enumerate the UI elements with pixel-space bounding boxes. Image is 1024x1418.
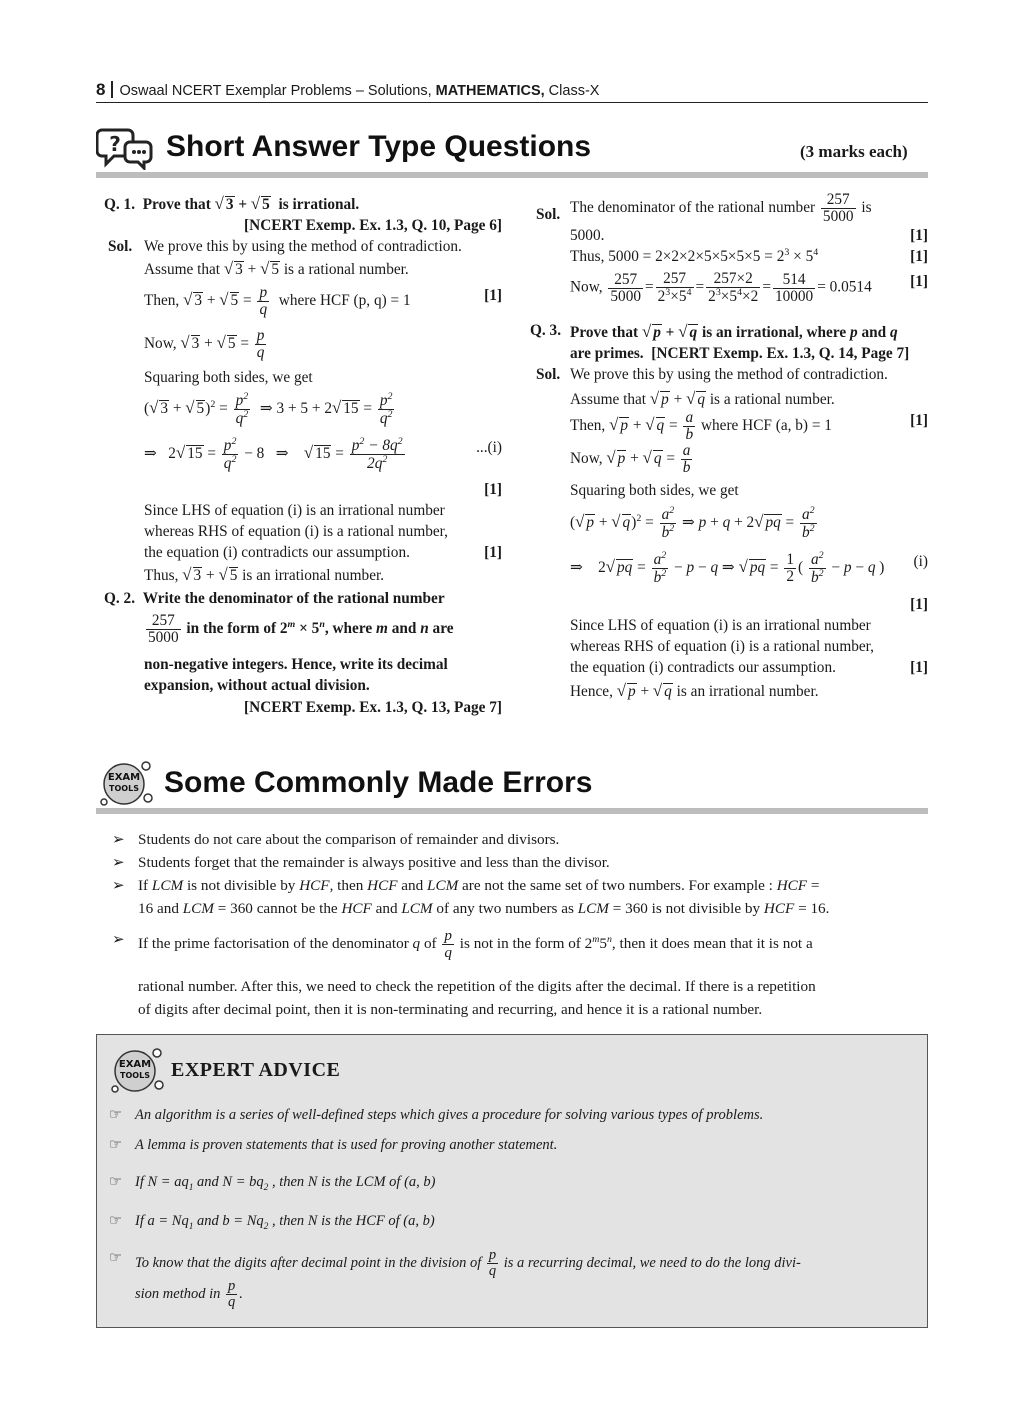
q3-label: Q. 3.: [530, 321, 562, 339]
e3-k: = 16.: [798, 900, 830, 918]
arrow-bullet-icon: ➢: [112, 877, 125, 895]
q1-then-line: Then, √ 3 + √ 5 = $\frac{p}{q}$ where HCF (p, q) = 1 [1]: [144, 283, 502, 318]
svg-text:EXAM: EXAM: [107, 772, 141, 783]
q1-sol-label: Sol.: [108, 238, 133, 256]
q1-rational: is a rational number.: [283, 261, 409, 279]
pointing-hand-icon: ☞: [109, 1173, 122, 1190]
q2-sol-line2: [570, 225, 928, 246]
a4-if: If: [135, 1212, 144, 1229]
q3-eq-i: ⇒ 2√ pq = $\frac{a^2}{b^2}$ − p − q ⇒ √ pq = $\frac{1}{2}$ ( $\frac{a^2}{b^2}$ − p − q ) (i): [570, 549, 928, 587]
advice-text: An algorithm is a series of well-defined steps which gives a procedure for solving various types of problems.: [135, 1107, 764, 1123]
error-item: ➢ If LCM is not divisible by HCF, then HCF and LCM are not the same set of two numbers. For example : HCF = 16 and LCM = 360 cannot be the HCF and LCM of any two numbers as LCM = 360 is not divisible by HCF = 16.: [96, 874, 928, 920]
expert-logo: [107, 1045, 167, 1100]
error-item-cont: [96, 975, 928, 1021]
a3-if: If: [135, 1173, 144, 1190]
q3-assume-line: Assume that √ p + √ q is a rational number.: [570, 389, 835, 409]
q3-then-line: Then, √ p + √ q = $\frac{a}{b}$ where HCF (a, b) = 1 [1]: [570, 409, 928, 444]
pointing-hand-icon: ☞: [109, 1249, 122, 1266]
q1-solution: [104, 236, 502, 586]
a4-then: , then N is the HCF of (a, b): [271, 1212, 435, 1229]
q3-squaring: Squaring both sides, we get: [570, 482, 739, 500]
expert-advice-box: [96, 1034, 928, 1328]
error-text: Students do not care about the comparison of remainder and divisors.: [138, 831, 560, 848]
q3-hence: Hence,: [570, 682, 613, 700]
exam-tools-logo: [96, 758, 156, 813]
q1-eq-label: ...(i): [476, 439, 502, 457]
q3-prove: Prove that: [570, 323, 639, 341]
marks-note: (3 marks each): [800, 142, 908, 161]
e4-e: rational number. After this, we need to check the repetition of the digits after the decimal. If there is a repetition: [138, 978, 816, 996]
e4-d: , then it does mean that it is not a: [611, 935, 813, 953]
e3-g: = 360 cannot be the: [217, 900, 338, 918]
class-name: Class-X: [544, 83, 600, 99]
q1-eq-square: (√ 3 + √ 5)$^2$ = $\frac{p^2}{q^2}$ ⇒ 3 + 5 + 2√ 15 = $\frac{p^2}{q^2}$: [144, 390, 393, 428]
q1-sol-line1: We prove this by using the method of contradiction.: [144, 238, 462, 256]
errors-title: Some Commonly Made Errors: [164, 766, 593, 799]
q3-since3: the equation (i) contradicts our assumption.: [570, 659, 836, 677]
error-item: ➢ If the prime factorisation of the denominator q of $\frac{p}{q}$ is not in the form of 2$^m$5$^n$, then it does mean that it is not a: [112, 927, 813, 962]
q1-mark2: [1]: [484, 480, 502, 498]
q3-mark3: [1]: [910, 659, 928, 677]
q1-mark3: [1]: [484, 543, 502, 561]
pointing-hand-icon: ☞: [109, 1212, 122, 1229]
q2-reference: [NCERT Exemp. Ex. 1.3, Q. 13, Page 7]: [244, 698, 502, 716]
advice-item: ☞ To know that the digits after decimal point in the division of $\frac{p}{q}$ is a recurring decimal, we need to do the long divi- sion method in $\frac{p}{q}$ .: [109, 1246, 801, 1311]
errors-rule: [96, 808, 928, 814]
q3-now-line: Now, √ p + √ q = $\frac{a}{b}$: [570, 442, 691, 477]
q2-result: = 0.0514: [817, 279, 872, 297]
e3-f: 16 and: [138, 900, 179, 918]
q3-solution: [530, 364, 928, 702]
q2-thus: Thus,: [570, 248, 605, 266]
q2-where: , where: [324, 620, 373, 638]
q3-since3-row: [570, 657, 928, 678]
q3-mark1: [1]: [910, 412, 928, 430]
q1-thus: Thus,: [144, 566, 179, 584]
q2-times: × 5: [299, 620, 320, 638]
q1-thus-line: Thus, √ 3 + √ 5 is an irrational number.: [144, 564, 385, 584]
q1-now-line: Now, √ 3 + √ 5 = $\frac{p}{q}$: [144, 326, 265, 361]
arrow-bullet-icon: ➢: [112, 831, 125, 848]
e4-f: of digits after decimal point, then it is non-terminating and recurring, and hence it is a rational number.: [138, 1001, 763, 1019]
a5-b: is a recurring decimal, we need to do the long divi-: [503, 1254, 801, 1271]
q2-sol-line1: The denominator of the rational number: [570, 199, 816, 217]
subject: MATHEMATICS,: [435, 83, 545, 99]
e3-d: and: [401, 877, 424, 895]
q2-line2: in the form of 2: [186, 620, 288, 638]
q1-sol-line2: Assume that √ 3 + √ 5 is a rational number.: [144, 259, 409, 279]
advice-item: [97, 1135, 917, 1155]
q1-then: Then,: [144, 291, 180, 309]
q3-sol-label: Sol.: [536, 365, 561, 383]
q3-eq-square: (√ p + √ q)$^2$ = $\frac{a^2}{b^2}$ ⇒ p + q + 2√ pq = $\frac{a^2}{b^2}$: [570, 504, 815, 541]
q2-now-line: Now, $\frac{257}{5000}$ = $\frac{257}{2^3\times 5^4}$ = $\frac{257\times 2}{2^3\times 5^4\times 2}$ = $\frac{514}{10000}$ = 0.0514 [1]: [570, 270, 928, 306]
q1-since2: whereas RHS of equation (i) is a rational number,: [144, 522, 448, 540]
q1-where: where HCF (p, q) = 1: [278, 291, 411, 309]
left-column: [104, 192, 502, 718]
q1-reference: [NCERT Exemp. Ex. 1.3, Q. 10, Page 6]: [244, 217, 502, 235]
q3-line1b: is an irrational, where: [701, 323, 847, 341]
e3-h: and: [375, 900, 398, 918]
svg-text:?: ?: [109, 132, 121, 156]
q3-rational: is a rational number.: [709, 391, 835, 409]
advice-text: A lemma is proven statements that is used for proving another statement.: [135, 1137, 558, 1154]
q2-are: are: [432, 620, 454, 638]
q2-mark3: [1]: [910, 273, 928, 291]
arrow-bullet-icon: ➢: [112, 931, 125, 949]
q3-now: Now,: [570, 450, 603, 468]
svg-text:EXAM: EXAM: [118, 1059, 152, 1070]
error-item: [96, 828, 928, 851]
error-item: [96, 851, 928, 874]
q1-prove: Prove that: [142, 196, 211, 213]
e3-b: is not divisible by: [186, 877, 296, 895]
q3-then: Then,: [570, 417, 606, 435]
e3-e: are not the same set of two numbers. For example :: [462, 877, 773, 895]
q2-line4: expansion, without actual division.: [144, 677, 370, 695]
a4-and: and: [197, 1212, 219, 1229]
q3-line2: are primes.: [570, 344, 644, 362]
q2-mark1: [1]: [910, 227, 928, 245]
q3-question: Q. 3. Prove that √ p + √ q is an irrational, where p and q are primes. [NCERT Exemp. Ex. 1.3, Q. 14, Page 7]: [530, 321, 910, 362]
q2-now: Now,: [570, 279, 603, 297]
q1-since3: the equation (i) contradicts our assumption.: [144, 543, 410, 561]
advice-item: ☞ If $N = aq_1$ and $N = bq_2$ , then N is the LCM of (a, b): [109, 1173, 436, 1193]
q2-5000: 5000.: [570, 227, 605, 245]
q3-where: where HCF (a, b) = 1: [700, 417, 832, 435]
advice-item: ☞ If $a = Nq_1$ and $b = Nq_2$ , then N is the HCF of (a, b): [109, 1212, 435, 1232]
e3-c: , then: [329, 877, 364, 895]
advice-item: [97, 1105, 917, 1125]
e4-a: If the prime factorisation of the denominator: [138, 935, 409, 953]
q1-squaring: Squaring both sides, we get: [144, 368, 313, 386]
q1-mark1: [1]: [484, 286, 502, 304]
e3-a: If: [138, 877, 149, 895]
question-bubble-icon: [96, 126, 154, 175]
q3-hence-b: is an irrational number.: [676, 682, 819, 700]
q2-thus-line: Thus, $5000 = 2\times 2\times 2\times 5\times 5\times 5\times 5 = 2^3 \times 5^4$ [1]: [570, 246, 928, 267]
pointing-hand-icon: ☞: [109, 1107, 122, 1123]
q3-eq-label: (i): [913, 552, 928, 570]
q3-since1: Since LHS of equation (i) is an irrational number: [570, 617, 871, 635]
q1-question: Q. 1. Prove that √ 3 + √ 5 is irrational.: [104, 194, 360, 213]
a5-a: To know that the digits after decimal point in the division of: [135, 1254, 482, 1271]
q1-assume: Assume that: [144, 261, 221, 279]
q2-mark2: [1]: [910, 248, 928, 266]
running-header: [96, 80, 928, 103]
section-title: Short Answer Type Questions: [166, 130, 592, 163]
e3-i: of any two numbers as: [436, 900, 574, 918]
section-rule: [96, 172, 928, 178]
page-number: 8: [96, 80, 106, 99]
pointing-hand-icon: ☞: [109, 1137, 122, 1154]
q2-solution: Sol. The denominator of the rational number $\frac{257}{5000}$ is 5000. [1] Thus, $5000 = 2\times 2\times 2\times 5\times 5\times 5\times 5 = 2^3 \times 5^4$ [1] Now, $\frac{257}{5000}$ = $\frac{257}{2^3\times 5^4}$ = $\frac{257\times 2}{2^3\times 5^4\times 2}$ = $\frac{514}{10000}$ = 0.0514 [1]: [536, 191, 928, 306]
q1-label: Q. 1.: [104, 196, 136, 213]
q3-mark2: [1]: [910, 596, 928, 614]
q3-hence-line: Hence, √ p + √ q is an irrational number.: [570, 680, 819, 700]
errors-list: [96, 828, 928, 1021]
svg-text:TOOLS: TOOLS: [109, 784, 139, 793]
q1-now: Now,: [144, 334, 177, 352]
q2-label: Q. 2.: [104, 590, 136, 608]
q2-and: and: [391, 620, 417, 638]
q3-assume: Assume that: [570, 391, 647, 409]
q2-is: is: [861, 199, 872, 217]
book-title: Oswaal NCERT Exemplar Problems – Solutions,: [119, 83, 436, 99]
right-column: [530, 192, 928, 702]
expert-list: [97, 1105, 917, 1311]
e4-c: is not in the form of 2: [459, 935, 593, 953]
q2-line1: Write the denominator of the rational number: [142, 590, 445, 608]
e3-j: = 360 is not divisible by: [612, 900, 761, 918]
q1-since1: Since LHS of equation (i) is an irrational number: [144, 501, 445, 519]
q3-and: and: [861, 323, 887, 341]
q3-reference: [NCERT Exemp. Ex. 1.3, Q. 14, Page 7]: [651, 344, 910, 362]
svg-text:TOOLS: TOOLS: [120, 1071, 150, 1080]
q1-is-irrational: is irrational.: [278, 196, 360, 213]
a3-and: and: [197, 1173, 219, 1190]
q1-thus-b: is an irrational number.: [242, 566, 385, 584]
q2-question: Q. 2. Write the denominator of the rational number $\frac{257}{5000}$ in the form of $2^m \times 5^n$, where m and n are non-negative integers. Hence, write its decimal expansion, without actual division. [NCERT Exemp. Ex. 1.3, Q. 13, Page 7]: [104, 588, 502, 718]
q1-eq-i: ⇒ 2√ 15 = $\frac{p^2}{q^2}$ − 8 ⇒ √ 15 = $\frac{p^2 - 8q^2}{2q^2}$ ...(i): [144, 436, 502, 473]
arrow-bullet-icon: ➢: [112, 854, 125, 872]
header-divider: [111, 81, 113, 98]
q2-line3: non-negative integers. Hence, write its decimal: [144, 656, 448, 674]
q3-since2: whereas RHS of equation (i) is a rational number,: [570, 638, 874, 656]
error-text: Students forget that the remainder is always positive and less than the divisor.: [138, 854, 610, 872]
a5-c: sion method in: [135, 1286, 221, 1303]
q1-since3-row: [144, 542, 502, 563]
expert-title: EXPERT ADVICE: [171, 1059, 341, 1081]
a3-then: , then N is the LCM of (a, b): [271, 1173, 436, 1190]
q2-sol-label: Sol.: [536, 206, 561, 223]
e4-b: of: [423, 935, 437, 953]
q3-sol-line1: We prove this by using the method of contradiction.: [570, 365, 888, 383]
